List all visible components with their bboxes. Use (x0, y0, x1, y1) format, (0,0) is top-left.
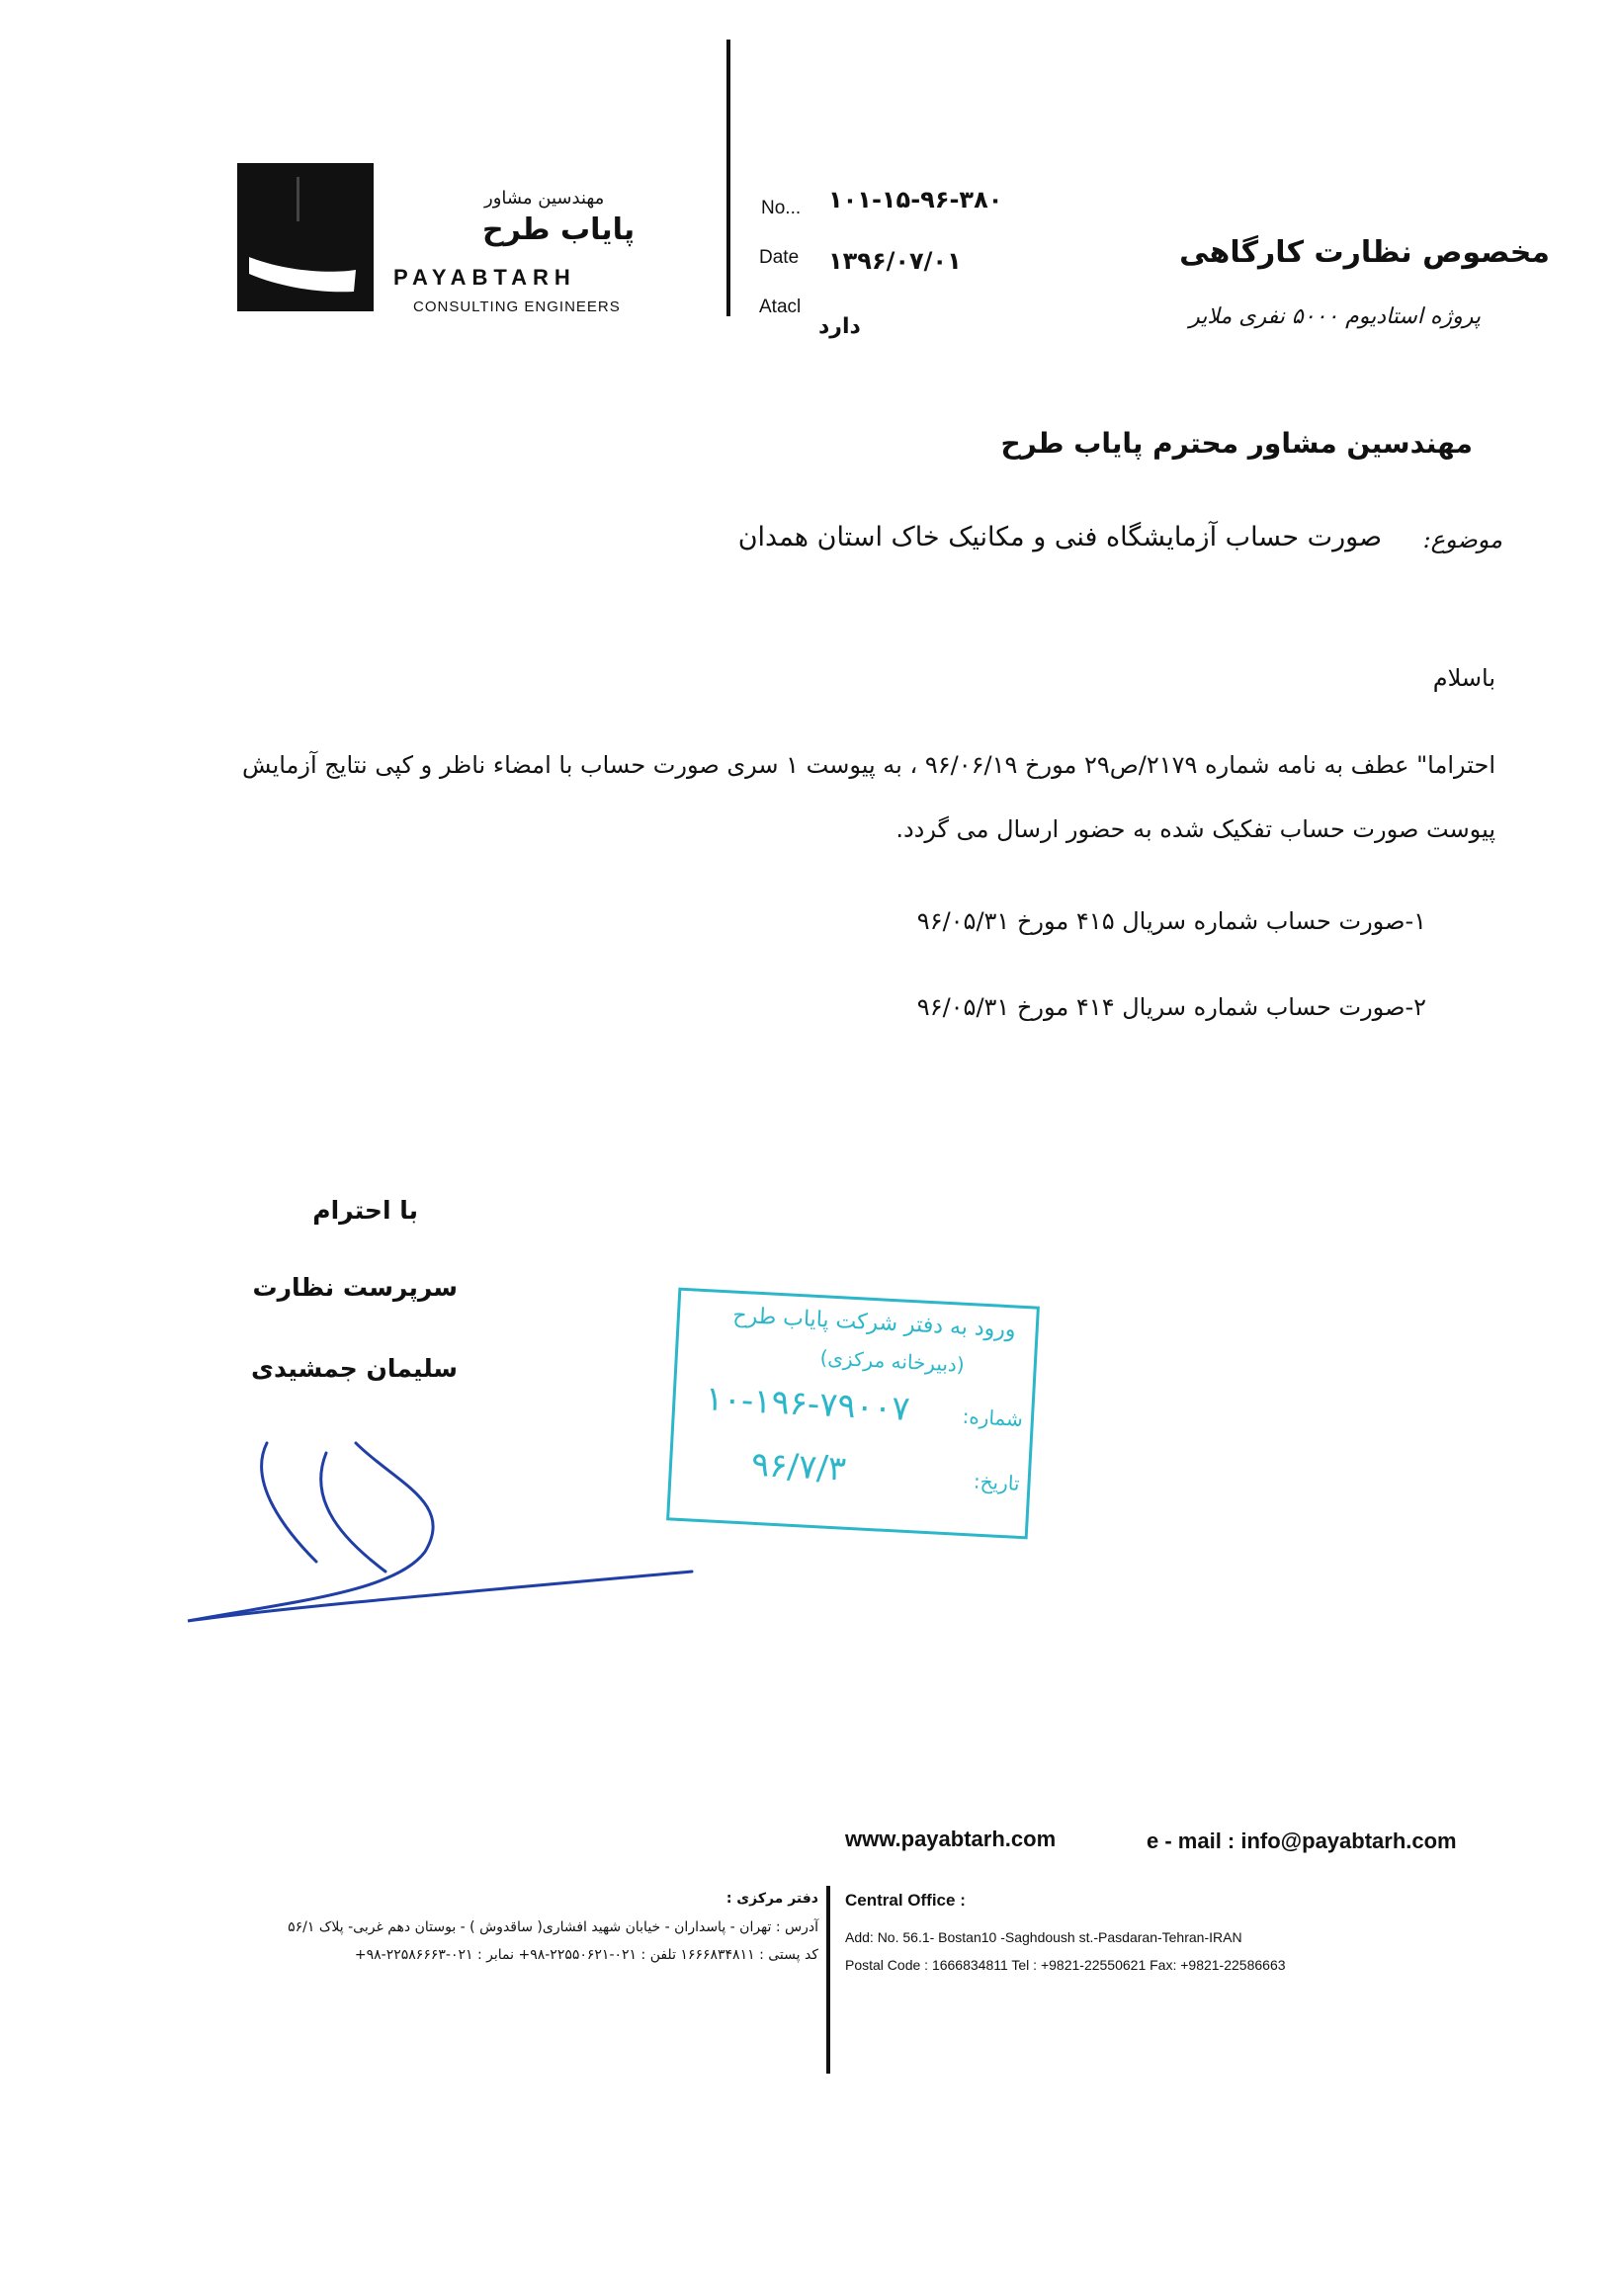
stamp-date-value: ۹۶/۷/۳ (750, 1444, 848, 1489)
stamp-date-label: تاریخ: (973, 1469, 1021, 1495)
list-item-1: ۱-صورت حساب شماره سریال ۴۱۵ مورخ ۹۶/۰۵/۳۱ (916, 907, 1426, 935)
signer-title: سرپرست نظارت (252, 1273, 458, 1302)
greeting: باسلام (1432, 664, 1495, 692)
body-line-1: احتراما" عطف به نامه شماره ۲۱۷۹/ص۲۹ مورخ ۹۶/۰۶/۱۹ ، به پیوست ۱ سری صورت حساب با امضاء ناظر و کپی نتایج آزمایش (241, 751, 1495, 779)
closing-regards: با احترام (312, 1196, 418, 1225)
stamp-number-label: شماره: (962, 1403, 1024, 1431)
stamp-line-1: ورود به دفتر شرکت پایاب طرح (731, 1303, 1017, 1343)
body-line-2: پیوست صورت حساب تفکیک شده به حضور ارسال می گردد. (895, 815, 1495, 843)
special-heading: مخصوص نظارت کارگاهی (1179, 235, 1550, 270)
firm-name-fa-small: مهندسین مشاور (484, 188, 605, 209)
signer-name: سلیمان جمشیدی (251, 1354, 458, 1383)
subject-text: صورت حساب آزمایشگاه فنی و مکانیک خاک استان همدان (737, 522, 1382, 553)
office-title-en: Central Office : (845, 1891, 966, 1910)
contact-fa: کد پستی : ۱۶۶۶۸۳۴۸۱۱ تلفن : ۰۲۱-۲۲۵۵۰۶۲۱-۹۸+ نمابر : ۰۲۱-۲۲۵۸۶۶۶۳-۹۸+ (354, 1947, 818, 1963)
attachment-label: Atacl (759, 297, 802, 317)
no-label: No... (761, 198, 802, 218)
letter-date: ۱۳۹۶/۰۷/۰۱ (828, 247, 962, 275)
recipient: مهندسین مشاور محترم پایاب طرح (1000, 427, 1473, 460)
attachment-value: دارد (818, 314, 861, 339)
letter-number: ۱۰۱-۱۵-۹۶-۳۸۰ (828, 186, 1003, 213)
stamp-number-value: ۱۰-۱۹۶-۷۹۰۰۷ (704, 1379, 911, 1429)
office-title-fa: دفتر مرکزی : (725, 1891, 818, 1907)
subject-label: موضوع: (1422, 526, 1502, 553)
received-stamp (666, 1288, 1040, 1540)
address-en: Add: No. 56.1- Bostan10 -Saghdoush st.-Pasdaran-Tehran-IRAN (845, 1929, 1242, 1945)
email-link[interactable]: e - mail : info@payabtarh.com (1147, 1828, 1457, 1853)
firm-name-en: PAYABTARH (393, 265, 576, 290)
address-fa: آدرس : تهران - پاسداران - خیابان شهید افشاری( ساقدوش ) - بوستان دهم غربی- پلاک ۵۶/۱ (288, 1919, 818, 1935)
header-divider (726, 40, 730, 316)
website-link[interactable]: www.payabtarh.com (845, 1827, 1057, 1851)
date-label: Date (759, 247, 800, 268)
firm-subtitle-en: CONSULTING ENGINEERS (413, 298, 621, 315)
firm-name-fa: پایاب طرح (482, 213, 636, 247)
list-item-2: ۲-صورت حساب شماره سریال ۴۱۴ مورخ ۹۶/۰۵/۳۱ (916, 993, 1426, 1021)
project-name: پروژه استادیوم ۵۰۰۰ نفری ملایر (1189, 304, 1481, 329)
contact-en: Postal Code : 1666834811 Tel : +9821-22550621 Fax: +9821-22586663 (845, 1957, 1286, 1973)
footer-divider (826, 1886, 830, 2074)
handwritten-signature (99, 1423, 712, 1651)
stamp-line-2: (دبیرخانه مرکزی) (819, 1345, 966, 1377)
firm-logo (237, 163, 374, 311)
